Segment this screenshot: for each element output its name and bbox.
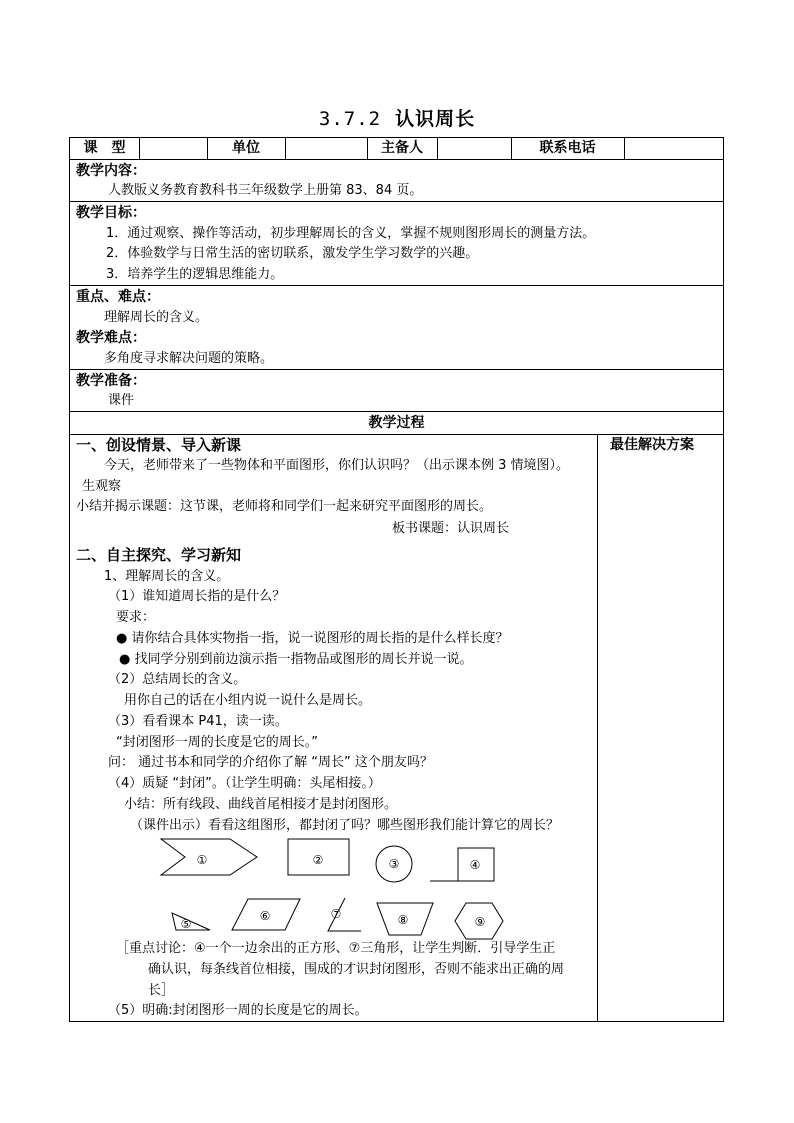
content-text: 人教版义务教育教科书三年级数学上册第 83、84 页。 [108,183,423,198]
process-header: 教学过程 [368,415,425,431]
section2-line: 用你自己的话在小组内说一说什么是周长。 [124,693,372,708]
shape-label: ⑤ [180,917,192,931]
course-type-label: 课 型 [83,140,126,156]
shape-label: ② [312,853,324,867]
shapes-figure [70,138,725,1023]
section1-line: 板书课题：认识周长 [392,521,510,536]
section1-line: 今天，老师带来了一些物体和平面图形，你们认识吗？（出示课本例 3 情境图）。 [104,458,570,473]
section2-line: 问： 通过书本和同学的介绍你了解 “周长” 这个朋友吗？ [108,755,433,770]
section2-line: （2）总结周长的含义。 [108,672,247,687]
lesson-table [69,137,724,1022]
title-number: 3.7.2 [318,108,382,130]
discussion-line: 长］ [148,983,175,998]
section2-line: “封闭图形一周的长度是它的周长。” [116,735,318,750]
difficulty-text: 多角度寻求解决问题的策略。 [104,351,274,366]
page-title [0,104,794,131]
section2-line: （课件出示）看看这组图形，都封闭了吗？哪些图形我们能计算它的周长？ [130,818,560,833]
open-square-shape [430,848,494,881]
solution-header: 最佳解决方案 [610,437,694,453]
content-label: 教学内容： [76,163,146,179]
section2-line: ● 请你结合具体实物指一指，说一说图形的周长指的是什么样长度？ [116,631,509,646]
shape-label: ① [196,853,208,867]
section2-line: 1、理解周长的含义。 [104,569,230,584]
section2-line: （1）谁知道周长指的是什么？ [108,589,286,604]
preparer-label: 主备人 [381,140,423,156]
title-text: 认识周长 [395,108,476,130]
section2-line: ● 找同学分别到前边演示指一指物品或图形的周长并说一说。 [119,652,473,667]
section1-heading: 一、创设情景、导入新课 [76,436,242,454]
arrow-shape [161,839,257,875]
shape-label: ③ [388,857,400,871]
discussion-line: ［重点讨论：④一个一边余出的正方形、⑦三角形，让学生判断．引导学生正 [116,941,556,956]
goal-item: 2．体验数学与日常生活的密切联系，激发学生学习数学的兴趣。 [106,246,479,261]
shape-label: ⑧ [397,913,409,927]
goals-label: 教学目标： [76,205,146,221]
phone-label: 联系电话 [539,140,596,156]
section2-line: 要求： [116,610,156,625]
section2-line: 小结：所有线段、曲线首尾相接才是封闭图形。 [124,797,398,812]
difficulty-label: 教学难点： [76,330,146,346]
final-line: （5）明确:封闭图形一周的长度是它的周长。 [108,1003,368,1018]
goal-item: 3．培养学生的逻辑思维能力。 [106,267,284,282]
section2-heading: 二、自主探究、学习新知 [76,546,242,564]
section1-line: 小结并揭示课题：这节课，老师将和同学们一起来研究平面图形的周长。 [76,499,493,514]
keypoints-label: 重点、难点： [76,289,160,305]
unit-label: 单位 [232,140,260,156]
section1-line: 生观察 [82,479,122,494]
shape-label: ⑨ [474,915,486,929]
keypoints-text: 理解周长的含义。 [104,310,209,325]
shape-label: ④ [469,858,481,872]
preparation-text: 课件 [108,393,135,408]
goal-item: 1．通过观察、操作等活动，初步理解周长的含义，掌握不规则图形周长的测量方法。 [106,226,596,241]
shape-label: ⑦ [330,907,342,921]
shape-label: ⑥ [259,909,271,923]
section2-line: （4）质疑 “封闭”。（让学生明确：头尾相接。） [108,776,381,791]
preparation-label: 教学准备： [76,373,146,389]
discussion-line: 确认识，每条线首位相接，围成的才识封闭图形，否则不能求出正确的周 [148,962,565,977]
section2-line: （3）看看课本 P41，读一读。 [108,714,288,729]
